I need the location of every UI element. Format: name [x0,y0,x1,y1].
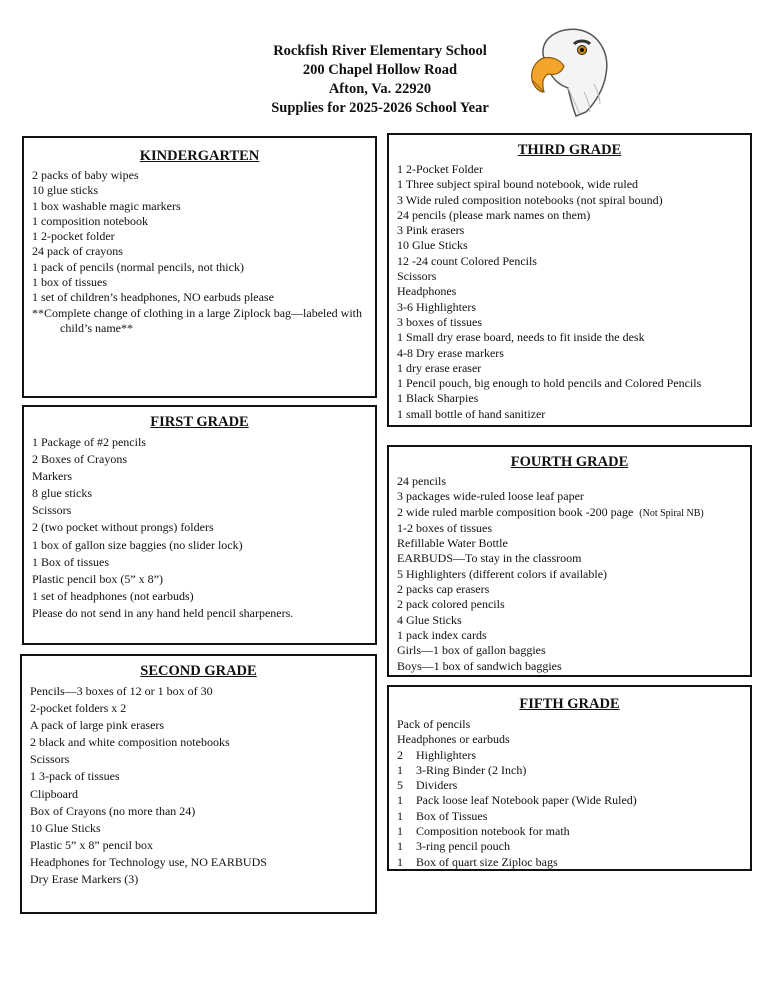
item-name: Pack loose leaf Notebook paper (Wide Ruled) [416,793,637,808]
list-item: 1 2-Pocket Folder [397,162,483,176]
fourth-grade-list [397,474,742,674]
list-item: 3 Pink erasers [397,223,465,238]
item-name: Box of quart size Ziploc bags [416,854,558,869]
eagle-mascot-icon [528,22,614,118]
item-name: Dividers [416,778,458,793]
page-subtitle: Supplies for 2025-2026 School Year [271,100,489,116]
item-quantity: 1 [397,824,403,839]
list-item: 10 Glue Sticks [30,820,101,835]
list-item [397,763,742,778]
list-item: 1 Small dry erase board, needs to fit inside the desk [397,330,645,345]
list-item: 1 set of children’s headphones, NO earbuds please [32,290,274,305]
list-item: Scissors [397,269,437,284]
item-name: Composition notebook for math [416,824,570,839]
list-item: 1 box washable magic markers [32,198,181,213]
list-item [397,839,742,854]
first-grade-title: FIRST GRADE [150,414,249,430]
fifth-grade-list [397,717,742,870]
list-item: 1 box of gallon size baggies (no slider lock) [32,537,243,552]
second-grade-list [30,683,367,888]
page-header [230,42,530,118]
fifth-grade-title: FIFTH GRADE [519,696,620,712]
list-item: 1 dry erase eraser [397,360,482,375]
list-item: 1 Package of #2 pencils [32,435,146,449]
list-item: 3-6 Highlighters [397,299,476,314]
list-item: 1 Box of tissues [32,554,110,569]
fourth-grade-box [387,445,752,677]
list-item: 12 -24 count Colored Pencils [397,253,537,268]
item-name: 3-Ring Binder (2 Inch) [416,762,527,777]
list-item: 1-2 boxes of tissues [397,520,492,535]
list-item: 1 Pencil pouch, big enough to hold pencils and Colored Pencils [397,376,702,391]
item-quantity: 1 [397,762,403,777]
list-item: 3 packages wide-ruled loose leaf paper [397,489,584,504]
item-quantity: 5 [397,778,403,793]
list-item: EARBUDS—To stay in the classroom [397,551,582,566]
third-grade-box [387,133,752,427]
list-item: Plastic 5” x 8” pencil box [30,837,153,852]
list-item: 1 Black Sharpies [397,391,479,406]
list-item: 2 Boxes of Crayons [32,452,127,467]
kindergarten-list [32,168,367,336]
list-item: Headphones for Technology use, NO EARBUDS [30,854,267,869]
item-quantity: 1 [397,808,403,823]
list-item: Pencils—3 boxes of 12 or 1 box of 30 [30,684,213,698]
list-item: A pack of large pink erasers [30,718,165,733]
list-item [397,793,742,808]
list-item [397,855,742,870]
first-grade-box [22,405,377,645]
list-item [397,748,742,763]
item-name: Box of Tissues [416,808,488,823]
first-grade-list [32,434,367,622]
list-item: 2 pack colored pencils [397,597,505,612]
list-item: 1 composition notebook [32,213,148,228]
list-item: 4-8 Dry erase markers [397,345,504,360]
list-item: Clipboard [30,786,78,801]
list-item: Girls—1 box of gallon baggies [397,643,546,658]
list-item: 2-pocket folders x 2 [30,701,127,716]
list-item: Headphones [397,284,457,299]
list-item: Refillable Water Bottle [397,536,508,551]
item-quantity: 1 [397,839,403,854]
list-item: 4 Glue Sticks [397,612,462,627]
list-item: Headphones or earbuds [397,732,510,747]
item-quantity: 1 [397,854,403,869]
list-item: 3 Wide ruled composition notebooks (not spiral bound) [397,192,663,207]
list-item: Please do not send in any hand held pencil sharpeners. [32,605,294,620]
second-grade-title: SECOND GRADE [140,663,257,679]
fifth-grade-box [387,685,752,871]
list-item: **Complete change of clothing in a large Ziplock bag—labeled with child’s name** [32,305,363,335]
school-city: Afton, Va. 22920 [328,81,432,97]
list-item: 2 packs of baby wipes [32,168,139,182]
list-item: 1 pack of pencils (normal pencils, not thick) [32,259,244,274]
list-item: 1 box of tissues [32,275,107,290]
list-item: 8 glue sticks [32,486,92,501]
item-quantity: 1 [397,793,403,808]
kindergarten-box [22,136,377,398]
item-name: Highlighters [416,747,476,762]
item-name: 3-ring pencil pouch [416,839,510,854]
list-item: 1 Three subject spiral bound notebook, wide ruled [397,177,639,192]
list-item: Scissors [32,503,72,518]
item-quantity: 2 [397,747,403,762]
list-item: Markers [32,469,72,484]
list-item [397,809,742,824]
list-item: Scissors [30,752,70,767]
list-item [397,778,742,793]
second-grade-box [20,654,377,914]
list-item: 1 set of headphones (not earbuds) [32,588,194,603]
third-grade-list [397,162,742,422]
list-item: 3 boxes of tissues [397,314,482,329]
list-item: 1 small bottle of hand sanitizer [397,406,546,421]
list-item: 1 2-pocket folder [32,229,115,244]
list-item: Dry Erase Markers (3) [30,872,139,887]
fourth-grade-title: FOURTH GRADE [510,454,629,470]
list-item: 10 glue sticks [32,183,98,198]
list-item: 5 Highlighters (different colors if available) [397,566,608,581]
composition-note: (Not Spiral NB) [639,507,704,519]
list-item: 2 packs cap erasers [397,582,490,597]
kindergarten-title: KINDERGARTEN [139,148,260,164]
list-item: 24 pencils [397,474,446,488]
school-name: Rockfish River Elementary School [273,43,487,59]
list-item: 24 pack of crayons [32,244,123,259]
list-item: 1 3-pack of tissues [30,769,120,784]
list-item: 10 Glue Sticks [397,238,468,253]
list-item: Pack of pencils [397,717,471,731]
list-item: 1 pack index cards [397,627,487,642]
list-item: 2 black and white composition notebooks [30,735,230,750]
list-item: Boys—1 box of sandwich baggies [397,658,562,673]
list-item: 24 pencils (please mark names on them) [397,207,591,222]
list-item [397,505,742,521]
list-item: Box of Crayons (no more than 24) [30,803,196,818]
school-address: 200 Chapel Hollow Road [302,62,458,78]
list-item: 2 (two pocket without prongs) folders [32,520,214,535]
list-item: Plastic pencil box (5” x 8”) [32,571,163,586]
list-item-text: 2 wide ruled marble composition book -200 page [397,504,634,519]
list-item [397,824,742,839]
third-grade-title: THIRD GRADE [517,142,622,158]
